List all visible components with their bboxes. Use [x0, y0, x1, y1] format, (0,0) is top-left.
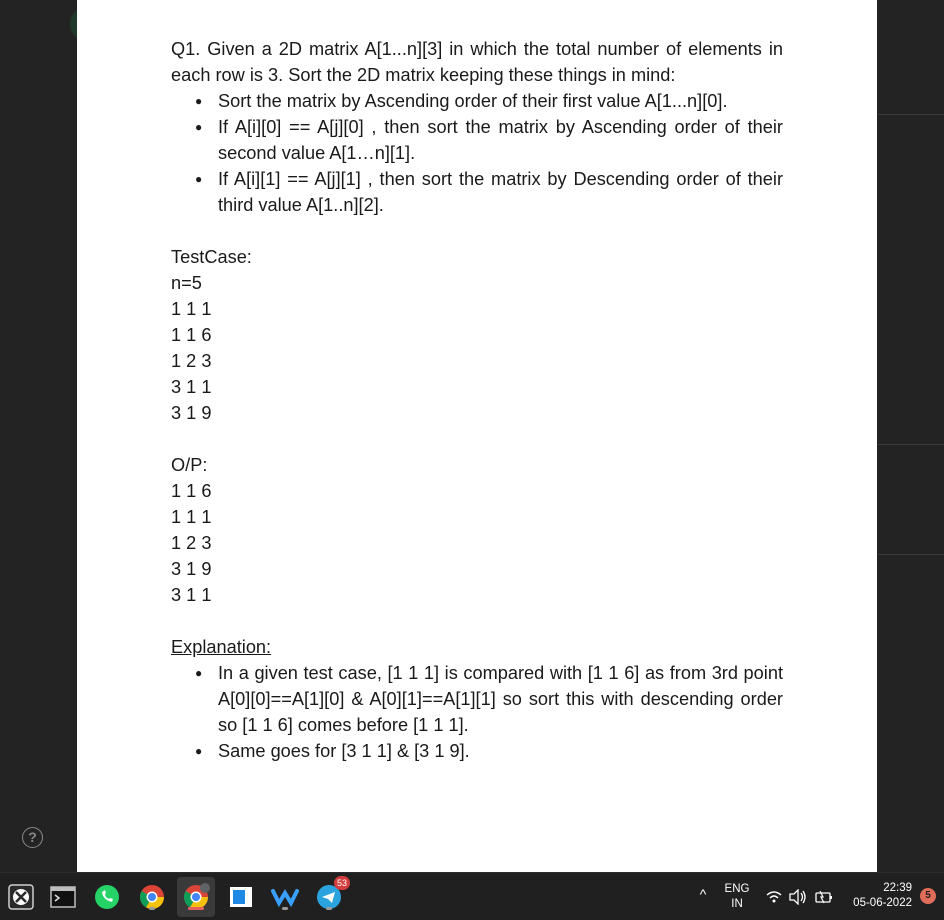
- help-icon[interactable]: ?: [22, 827, 43, 848]
- active-indicator: [188, 907, 204, 910]
- clock-time: 22:39: [883, 882, 912, 894]
- running-indicator: [282, 907, 288, 910]
- window-app-icon[interactable]: [226, 882, 256, 912]
- output-row: 1 1 1: [171, 507, 212, 527]
- telegram-icon[interactable]: [314, 878, 347, 912]
- testcase-n: n=5: [171, 273, 202, 293]
- explanation-points: [195, 660, 783, 764]
- chrome-profile-icon[interactable]: [181, 882, 211, 912]
- output-row: 3 1 1: [171, 585, 212, 605]
- running-indicator: [149, 907, 155, 910]
- question-intro: Q1. Given a 2D matrix A[1...n][3] in which the total number of elements in each row is 3. Sort the 2D matrix keeping these things in mind:: [171, 39, 783, 85]
- output-row: 3 1 9: [171, 559, 212, 579]
- testcase-row: 3 1 9: [171, 403, 212, 423]
- whatsapp-icon[interactable]: [92, 882, 122, 912]
- testcase-row: 3 1 1: [171, 377, 212, 397]
- output-heading: O/P:: [171, 455, 208, 475]
- explanation-item: ● Same goes for [3 1 1] & [3 1 9].: [195, 738, 783, 764]
- document-page: [77, 0, 877, 872]
- tray-chevron-icon[interactable]: ^: [699, 886, 707, 902]
- output-row: 1 1 6: [171, 481, 212, 501]
- language-indicator[interactable]: [720, 882, 754, 912]
- rule-item: ● If A[i][1] == A[j][1] , then sort the matrix by Descending order of their third value A[1..n][2].: [195, 166, 783, 218]
- rule-item: ● Sort the matrix by Ascending order of their first value A[1...n][0].: [195, 88, 783, 114]
- webex-icon[interactable]: [270, 882, 300, 912]
- unread-badge: 53: [334, 876, 350, 890]
- viewer-divider: [878, 444, 944, 445]
- clock[interactable]: [846, 881, 912, 911]
- clock-date: 05-06-2022: [853, 897, 912, 909]
- wifi-icon[interactable]: [764, 882, 784, 912]
- testcase-heading: TestCase:: [171, 247, 252, 267]
- volume-icon[interactable]: [786, 882, 810, 912]
- notification-badge[interactable]: 5: [920, 888, 936, 904]
- output-row: 1 2 3: [171, 533, 212, 553]
- explanation-heading: Explanation:: [171, 637, 272, 657]
- viewer-divider: [878, 114, 944, 115]
- running-indicator: [326, 907, 332, 910]
- taskbar: [0, 872, 944, 920]
- viewer-divider: [878, 554, 944, 555]
- xbox-icon[interactable]: [6, 882, 36, 912]
- language-code: ENG: [724, 883, 750, 895]
- terminal-icon[interactable]: [48, 882, 78, 912]
- testcase-row: 1 2 3: [171, 351, 212, 371]
- region-code: IN: [731, 898, 743, 910]
- chrome-icon[interactable]: [137, 882, 167, 912]
- testcase-row: 1 1 1: [171, 299, 212, 319]
- rule-item: ● If A[i][0] == A[j][0] , then sort the matrix by Ascending order of their second value A[1…n][1].: [195, 114, 783, 166]
- explanation-item: ● In a given test case, [1 1 1] is compared with [1 1 6] as from 3rd point A[0][0]==A[1][0] & A[0][1]==A[1][1] so sort this with descending order so [1 1 6] comes before [1 1 1].: [195, 660, 783, 738]
- question-rules: [195, 88, 783, 218]
- testcase-row: 1 1 6: [171, 325, 212, 345]
- document-body: [171, 36, 783, 764]
- battery-icon[interactable]: [812, 882, 836, 912]
